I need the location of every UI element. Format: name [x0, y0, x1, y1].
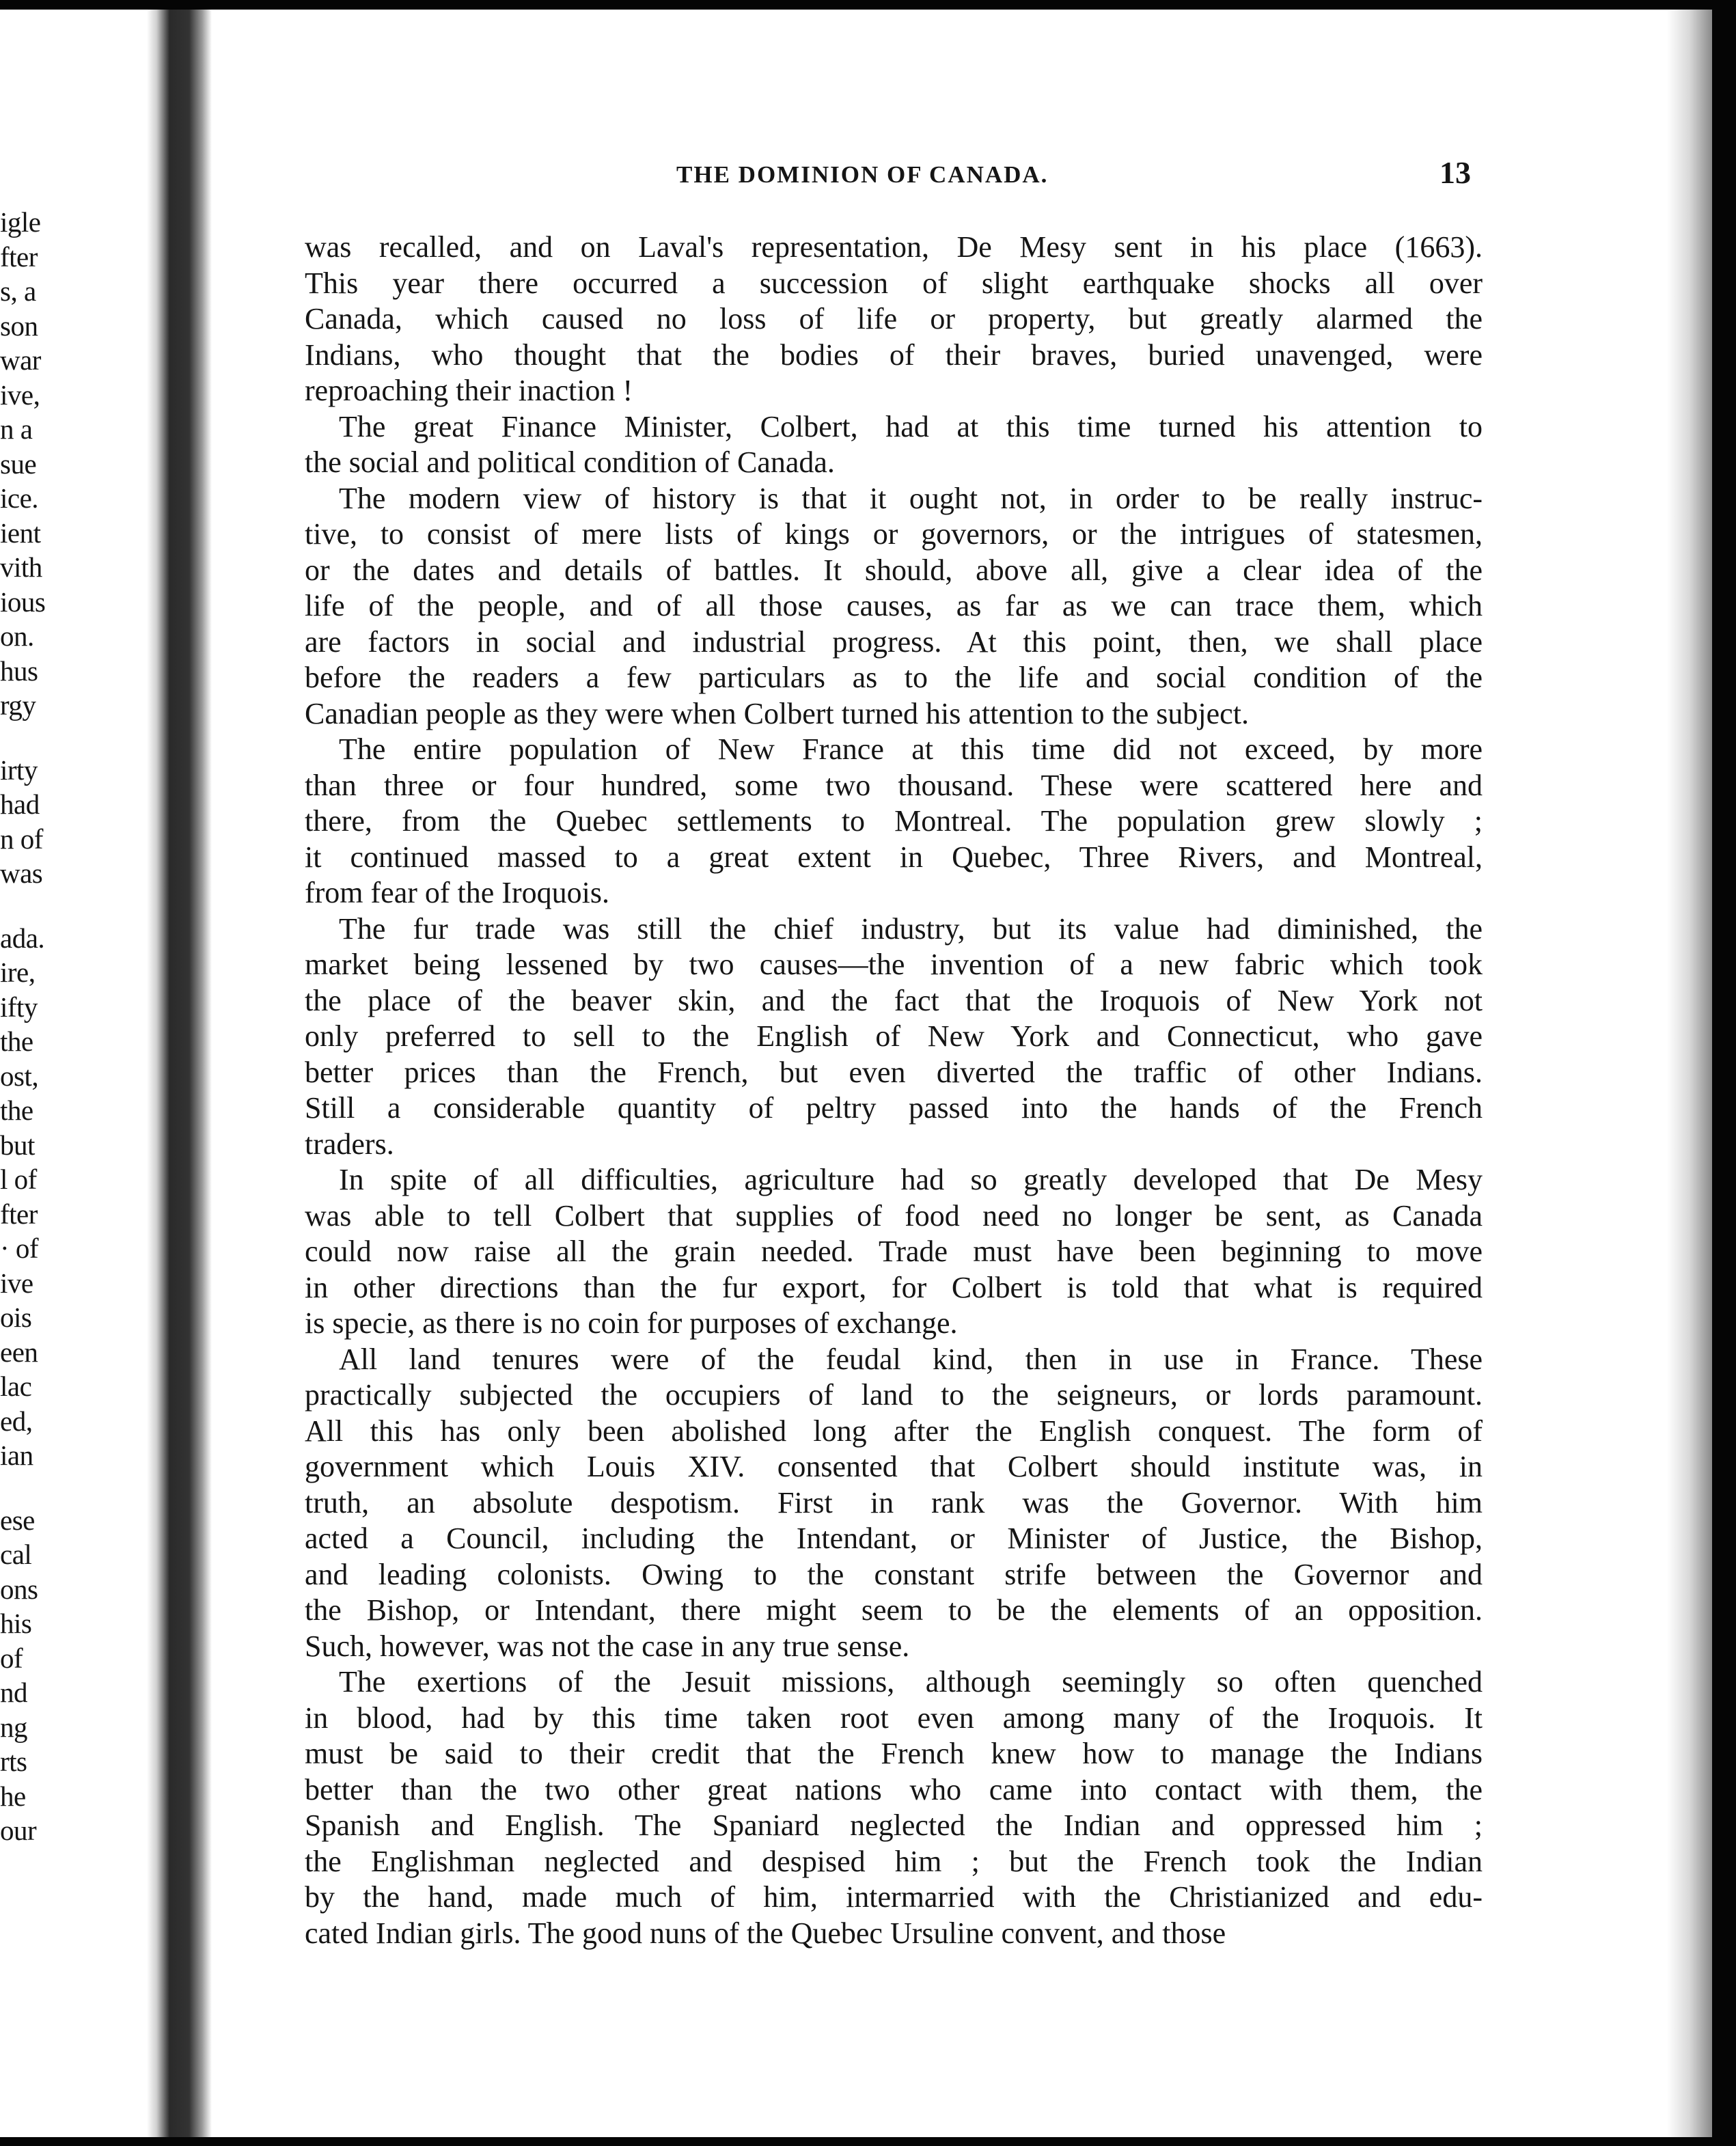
text-line: acted a Council, including the Intendant, or Minister of Justice, the Bishop, [305, 1522, 1483, 1555]
text-line: The modern view of history is that it ought not, in order to be really instruc- [339, 481, 1483, 515]
fragment-line: the [0, 1026, 33, 1057]
text-line: in other directions than the fur export, for Colbert is told that what is required [305, 1270, 1483, 1304]
page-number: 13 [1439, 155, 1471, 190]
fragment-line: rgy [0, 689, 36, 721]
fragment-line: n of [0, 823, 43, 855]
text-line: Canada, which caused no loss of life or property, but greatly alarmed the [305, 302, 1483, 335]
paragraph [305, 1342, 1483, 1665]
text-line: from fear of the Iroquois. [305, 876, 609, 909]
text-line: are factors in social and industrial progress. At this point, then, we shall place [305, 624, 1483, 659]
fragment-gap [0, 723, 61, 753]
text-line: it continued massed to a great extent in Quebec, Three Rivers, and Montreal, [305, 840, 1483, 874]
fragment-gap [0, 1473, 61, 1503]
fragment-line: rts [0, 1746, 27, 1777]
fragment-line: vith [0, 551, 42, 583]
text-line: life of the people, and of all those causes, as far as we can trace them, which [305, 589, 1483, 622]
fragment-gap [0, 891, 61, 921]
paragraph [305, 481, 1483, 732]
text-line: truth, an absolute despotism. First in rank was the Governor. With him [305, 1485, 1483, 1519]
text-line: reproaching their inaction ! [305, 374, 633, 407]
text-line: is specie, as there is no coin for purposes of exchange. [305, 1306, 958, 1340]
paragraph [305, 732, 1483, 911]
fragment-line: l of [0, 1164, 37, 1195]
fragment-line: ice. [0, 482, 39, 514]
fragment-line: ive, [0, 379, 40, 411]
text-line: Spanish and English. The Spaniard neglected the Indian and oppressed him ; [305, 1808, 1483, 1842]
fragment-line: s, a [0, 275, 36, 307]
text-line: The exertions of the Jesuit missions, although seemingly so often quenched [339, 1665, 1483, 1698]
fragment-line: ire, [0, 957, 36, 988]
text-line: Canadian people as they were when Colbert turned his attention to the subject. [305, 696, 1249, 730]
fragment-line: the [0, 1095, 33, 1126]
text-line: government which Louis XIV. consented that Colbert should institute was, in [305, 1450, 1483, 1483]
fragment-line: ious [0, 586, 46, 618]
text-line: the place of the beaver skin, and the fact that the Iroquois of New York not [305, 983, 1483, 1017]
fragment-line: n a [0, 413, 33, 445]
fragment-line: he [0, 1780, 26, 1812]
text-line: All land tenures were of the feudal kind, then in use in France. These [339, 1342, 1483, 1376]
text-line: tive, to consist of mere lists of kings or governors, or the intrigues of statesmen, [305, 517, 1483, 551]
text-line: was able to tell Colbert that supplies of food need no longer be sent, as Canada [305, 1198, 1483, 1233]
text-line: in blood, had by this time taken root even among many of the Iroquois. It [305, 1701, 1483, 1735]
text-line: The fur trade was still the chief industry, but its value had diminished, the [339, 911, 1483, 946]
fragment-line: ed, [0, 1405, 33, 1437]
paragraph [305, 230, 1483, 409]
fragment-line: on. [0, 620, 34, 652]
fragment-line: ois [0, 1302, 32, 1333]
fragment-line: sue [0, 448, 37, 480]
fragment-line: but [0, 1129, 35, 1161]
text-line: the social and political condition of Canada. [305, 445, 835, 479]
text-line: could now raise all the grain needed. Trade must have been beginning to move [305, 1235, 1483, 1268]
text-line: Such, however, was not the case in any true sense. [305, 1629, 910, 1663]
text-line: traders. [305, 1127, 394, 1161]
text-line: only preferred to sell to the English of New York and Connecticut, who gave [305, 1019, 1483, 1053]
fragment-line: hus [0, 655, 38, 687]
text-line: This year there occurred a succession of slight earthquake shocks all over [305, 266, 1483, 300]
fragment-line: ost, [0, 1060, 39, 1092]
fragment-line: ient [0, 517, 41, 549]
text-line: was recalled, and on Laval's representation, De Mesy sent in his place (1663). [305, 230, 1483, 264]
text-line: better than the two other great nations who came into contact with them, the [305, 1772, 1483, 1806]
fragment-line: · of [0, 1233, 39, 1264]
paragraph [305, 1664, 1483, 1951]
fragment-line: fter [0, 240, 38, 273]
text-line: before the readers a few particulars as to the life and social condition of the [305, 661, 1483, 694]
fragment-line: had [0, 788, 40, 820]
fragment-line: ada. [0, 922, 45, 954]
facing-page-fragment [0, 205, 61, 1848]
fragment-line: een [0, 1336, 38, 1368]
fragment-line: of [0, 1642, 23, 1674]
fragment-line: was [0, 857, 43, 889]
fragment-line: our [0, 1815, 37, 1846]
text-line: cated Indian girls. The good nuns of the Quebec Ursuline convent, and those [305, 1916, 1226, 1950]
text-line: Indians, who thought that the bodies of their braves, buried unavenged, were [305, 338, 1483, 372]
fragment-line: his [0, 1608, 32, 1639]
fragment-line: irty [0, 754, 38, 786]
running-title: THE DOMINION OF CANADA. [676, 161, 1049, 188]
text-line: In spite of all difficulties, agriculture had so greatly developed that De Mesy [339, 1163, 1483, 1196]
text-line: The great Finance Minister, Colbert, had at this time turned his attention to [339, 409, 1483, 443]
text-line: better prices than the French, but even diverted the traffic of other Indians. [305, 1055, 1483, 1089]
text-line: than three or four hundred, some two thousand. These were scattered here and [305, 768, 1483, 802]
text-line: market being lessened by two causes—the invention of a new fabric which took [305, 948, 1483, 981]
fragment-line: lac [0, 1371, 32, 1402]
fragment-line: war [0, 344, 41, 376]
text-line: the Englishman neglected and despised him ; but the French took the Indian [305, 1844, 1483, 1878]
fragment-line: ive [0, 1267, 33, 1299]
text-line: or the dates and details of battles. It should, above all, give a clear idea of the [305, 553, 1483, 587]
fragment-line: ian [0, 1440, 33, 1471]
body-text [305, 230, 1483, 1951]
text-line: Still a considerable quantity of peltry passed into the hands of the French [305, 1091, 1483, 1125]
fragment-line: fter [0, 1198, 38, 1230]
fragment-line: cal [0, 1539, 32, 1570]
paragraph [305, 911, 1483, 1163]
paragraph [305, 1162, 1483, 1342]
text-line: The entire population of New France at this time did not exceed, by more [339, 732, 1483, 766]
text-line: there, from the Quebec settlements to Montreal. The population grew slowly ; [305, 804, 1483, 838]
fragment-line: igle [0, 206, 41, 238]
paragraph [305, 409, 1483, 481]
text-line: the Bishop, or Intendant, there might seem to be the elements of an opposition. [305, 1593, 1483, 1627]
fragment-line: son [0, 309, 38, 342]
fragment-line: ons [0, 1573, 38, 1605]
fragment-line: ifty [0, 991, 38, 1023]
fragment-line: ng [0, 1711, 27, 1743]
text-line: must be said to their credit that the French knew how to manage the Indians [305, 1737, 1483, 1770]
text-line: practically subjected the occupiers of land to the seigneurs, or lords paramount. [305, 1378, 1483, 1412]
text-line: by the hand, made much of him, intermarried with the Christianized and edu- [305, 1880, 1483, 1914]
text-line: and leading colonists. Owing to the constant strife between the Governor and [305, 1557, 1483, 1591]
text-line: All this has only been abolished long after the English conquest. The form of [305, 1414, 1483, 1448]
fragment-line: ese [0, 1504, 35, 1536]
fragment-line: nd [0, 1677, 27, 1708]
